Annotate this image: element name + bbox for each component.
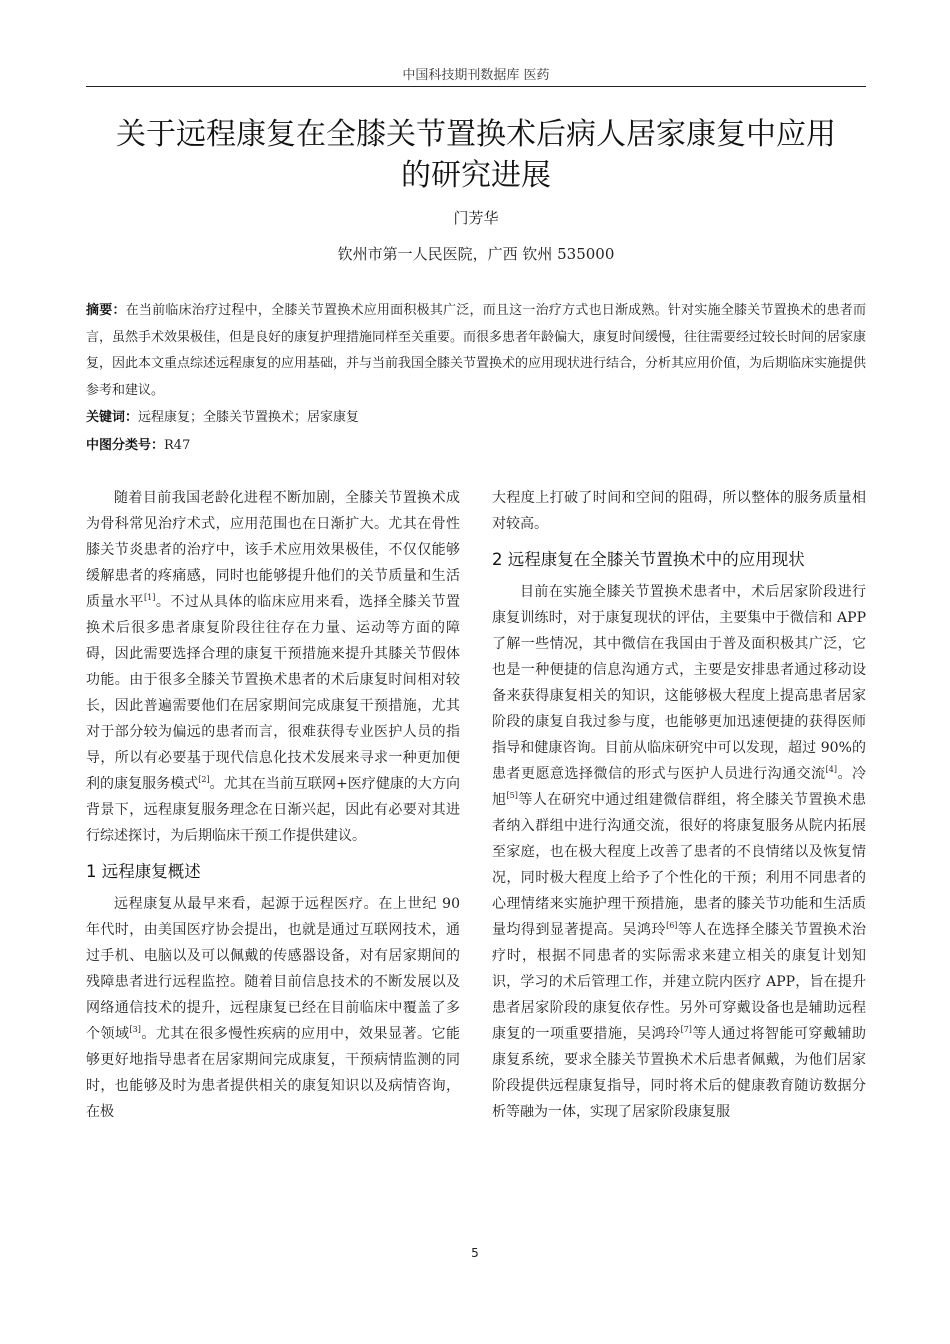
- abstract: [86, 298, 866, 404]
- running-header: 中国科技期刊数据库 医药: [402, 68, 550, 83]
- article-title: [86, 114, 866, 196]
- s2-text-3: 等人在研究中通过组建微信群组，将全膝关节置换术患者纳入群组中进行沟通交流，很好的将康复服务从院内拓展至家庭，也在极大程度上改善了患者的不良情绪以及恢复情况，同时极大程度上给予了个性化的干预；利用不同患者的心理情绪来实施护理干预措施，患者的膝关节功能和生活质量均得到显著提高。吴鸿玲: [492, 792, 867, 938]
- citation-3: [3]: [129, 1025, 141, 1034]
- section-1-heading: 1 远程康复概述: [86, 862, 201, 881]
- section-2-heading: 2 远程康复在全膝关节置换术中的应用现状: [492, 550, 805, 569]
- citation-2: [2]: [198, 775, 210, 784]
- title-line-2: 的研究进展: [401, 158, 551, 193]
- classification-label: 中图分类号：: [86, 438, 165, 453]
- keywords: [86, 408, 359, 428]
- page-number: 5: [471, 1246, 479, 1260]
- s1-text-2: 。尤其在很多慢性疾病的应用中，效果显著。它能够更好地指导患者在居家期间完成康复，干预病情监测的同时，也能够及时为患者提供相关的康复知识以及病情咨询，在极: [86, 1026, 461, 1120]
- header-rule: [86, 86, 866, 87]
- keywords-label: 关键词：: [86, 410, 139, 425]
- author-name: 门芳华: [453, 209, 499, 227]
- abstract-text: 在当前临床治疗过程中，全膝关节置换术应用面积极其广泛，而且这一治疗方式也日渐成熟。针对实施全膝关节置换术的患者而言，虽然手术效果极佳，但是良好的康复护理措施同样至关重要。而很多患者年龄偏大，康复时间缓慢，往往需要经过较长时间的居家康复，因此本文重点综述远程康复的应用基础，并与当前我国全膝关节置换术的应用现状进行结合，分析其应用价值，为后期临床实施提供参考和建议。: [86, 303, 867, 398]
- abstract-label: 摘要：: [86, 303, 126, 318]
- intro-text-2: 。不过从具体的临床应用来看，选择全膝关节置换术后很多患者康复阶段往往存在力量、运动等方面的障碍，因此需要选择合理的康复干预措施来提升其膝关节假体功能。由于很多全膝关节置换术患者的术后康复时间相对较长，因此普遍需要他们在居家期间完成康复干预措施，尤其对于部分较为偏远的患者而言，很难获得专业医护人员的指导，所以有必要基于现代信息化技术发展来寻求一种更加便利的康复服务模式: [86, 594, 461, 792]
- s2-text-4: 等人在选择全膝关节置换术治疗时，根据不同患者的实际需求来建立相关的康复计划知识，学习的术后管理工作，并建立院内医疗 APP，旨在提升患者居家阶段的康复依存性。另外可穿戴设备也是辅助远程康复的一项重要措施，吴鸿玲: [492, 922, 867, 1042]
- right-column: [492, 485, 866, 1125]
- s2-text-2: 。冷旭: [492, 766, 867, 808]
- classification-text: R47: [164, 438, 191, 453]
- keywords-text: 远程康复；全膝关节置换术；居家康复: [138, 410, 360, 425]
- s2-text-5: 等人通过将智能可穿戴辅助康复系统，要求全膝关节置换术术后患者佩戴，为他们居家阶段提供远程康复指导，同时将术后的健康教育随访数据分析等融为一体，实现了居家阶段康复服: [492, 1026, 867, 1120]
- intro-text-1: 随着目前我国老龄化进程不断加剧，全膝关节置换术成为骨科常见治疗术式，应用范围也在日渐扩大。尤其在骨性膝关节炎患者的治疗中，该手术应用效果极佳，不仅仅能够缓解患者的疼痛感，同时也能够提升他们的关节质量和生活质量水平: [86, 490, 460, 610]
- intro-paragraph: [86, 485, 460, 849]
- citation-5: [5]: [506, 791, 518, 800]
- citation-6: [6]: [666, 921, 678, 930]
- section-1-continuation: 大程度上打破了时间和空间的阻碍，所以整体的服务质量相对较高。: [492, 490, 866, 532]
- classification: [86, 436, 190, 456]
- s1-text-1: 远程康复从最早来看，起源于远程医疗。在上世纪 90 年代时，由美国医疗协会提出，也就是通过互联网技术，通过手机、电脑以及可以佩戴的传感器设备，对有居家期间的残障患者进行远程监控。随着目前信息技术的不断发展以及网络通信技术的提升，远程康复已经在目前临床中覆盖了多个领域: [86, 896, 460, 1042]
- author-affiliation: 钦州市第一人民医院，广西 钦州 535000: [337, 245, 615, 263]
- left-column: [86, 485, 460, 1125]
- section-2-paragraph: [492, 579, 866, 1125]
- citation-1: [1]: [144, 593, 156, 602]
- section-1-paragraph: [86, 891, 460, 1125]
- s2-text-1: 目前在实施全膝关节置换术患者中，术后居家阶段进行康复训练时，对于康复现状的评估，主要集中于微信和 APP 了解一些情况，其中微信在我国由于普及面积极其广泛，它也是一种便捷的信息沟通方式，主要是安排患者通过移动设备来获得康复相关的知识，这能够极大程度上提高患者居家阶段的康复自我过参与度，也能够更加迅速便捷的获得医师指导和健康咨询。目前从临床研究中可以发现，超过 90%的患者更愿意选择微信的形式与医护人员进行沟通交流: [492, 584, 866, 782]
- intro-text-3: 。尤其在当前互联网+医疗健康的大方向背景下，远程康复服务理念在日渐兴起，因此有必要对其进行综述探讨，为后期临床干预工作提供建议。: [86, 776, 461, 844]
- citation-4: [4]: [825, 765, 837, 774]
- citation-7: [7]: [680, 1025, 692, 1034]
- title-line-1: 关于远程康复在全膝关节置换术后病人居家康复中应用: [116, 117, 836, 152]
